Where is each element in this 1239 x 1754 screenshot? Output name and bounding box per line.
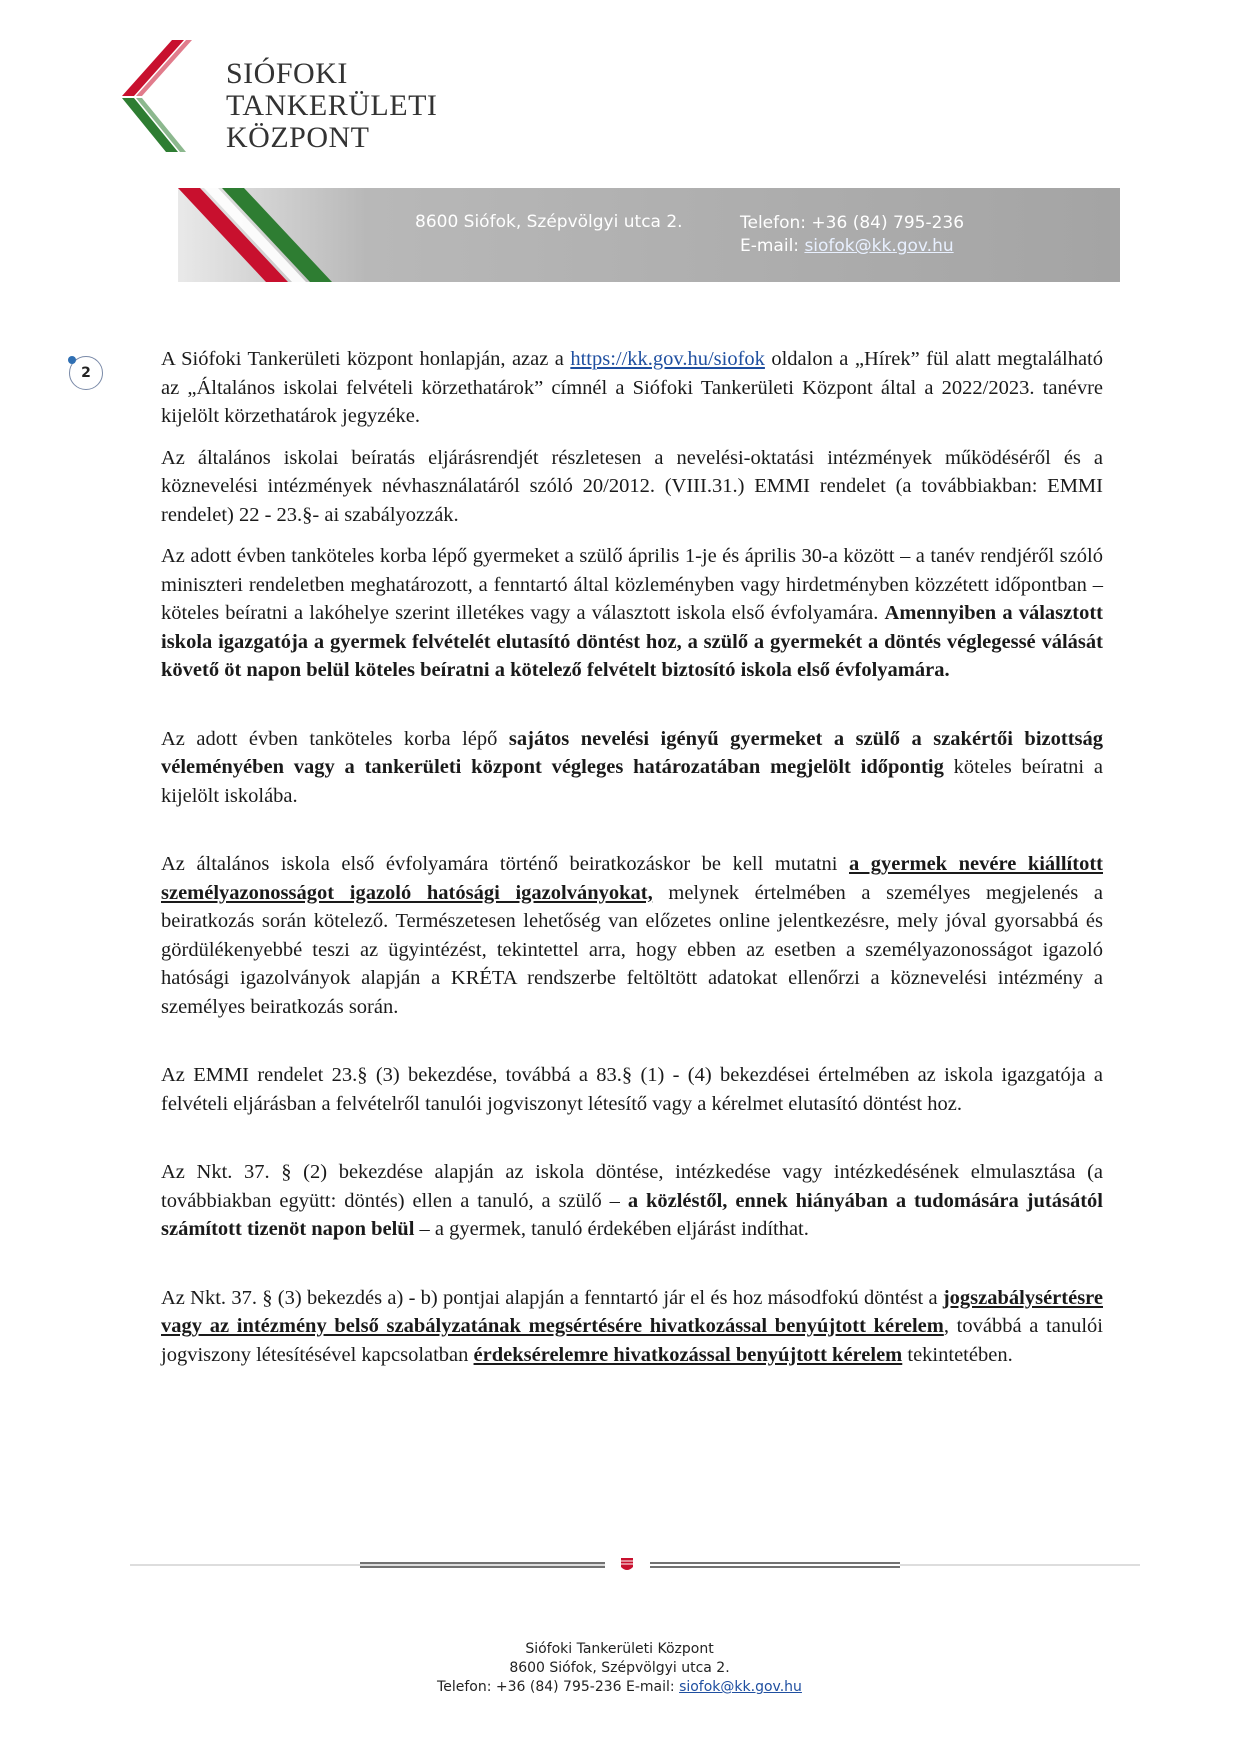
bold-underlined-text: érdeksérelemre hivatkozással benyújtott kérelem bbox=[473, 1343, 903, 1366]
bold-underlined-text: a gyermek nevére kiállított személyazonosságot igazoló hatósági igazolványokat, bbox=[161, 853, 1103, 904]
footer-address: 8600 Siófok, Szépvölgyi utca 2. bbox=[509, 1660, 730, 1676]
text: , továbbá a tanulói jogviszony létesítésével kapcsolatban bbox=[161, 1315, 1103, 1366]
text: köteles beíratni a kijelölt iskolába. bbox=[161, 756, 1104, 807]
text: oldalon a „Hírek” fül alatt megtalálható az „Általános iskolai felvételi körzethatárok” címnél a Siófoki Tankerületi Központ által a 2022/2023. tanévre kijelölt körzethatárok jegyzéke. bbox=[161, 348, 1103, 427]
header-contact bbox=[740, 212, 964, 258]
header-email-line bbox=[740, 235, 964, 258]
text: A Siófoki Tankerületi központ honlapján, azaz a bbox=[161, 348, 571, 370]
text: melynek értelmében a személyes megjelenés a beiratkozás során kötelező. Természetesen lehetőség van előzetes online jelentkezésre, mely jóval gyorsabbá és gördülékenyebbé teszi az ügyintézést, tekintettel arra, hogy ebben az esetben a személyazonosságot igazoló hatósági igazolványok alapján a KRÉTA rendszerbe feltöltött adatokat ellenőrzi a köznevelési intézmény a személyes beiratkozás során. bbox=[161, 881, 1103, 1018]
paragraph-7 bbox=[161, 1158, 1103, 1244]
text: – a gyermek, tanuló érdekében eljárást indíthat. bbox=[414, 1218, 809, 1240]
text: tekintetében. bbox=[902, 1343, 1013, 1366]
paragraph-5 bbox=[161, 850, 1103, 1021]
footer-email-link[interactable]: siofok@kk.gov.hu bbox=[679, 1679, 802, 1695]
website-link[interactable]: https://kk.gov.hu/siofok bbox=[570, 348, 765, 370]
paragraph-4 bbox=[161, 725, 1103, 811]
text: Az Nkt. 37. § (3) bekezdés a) - b) pontjai alapján a fenntartó jár el és hoz másodfokú döntést a bbox=[161, 1286, 943, 1309]
text: Az adott évben tanköteles korba lépő gyermeket a szülő április 1-je és április 30-a között – a tanév rendjéről szóló miniszteri rendeletben meghatározott, a fenntartó által közleményben vagy hirdetményben közzétett időpontban – köteles beíratni a lakóhelye szerint illetékes vagy a választott iskola első évfolyamára. bbox=[161, 545, 1103, 624]
text: Az Nkt. 37. § (2) bekezdése alapján az iskola döntése, intézkedése vagy intézkedésének elmulasztása (a továbbiakban együtt: döntés) ellen a tanuló, a szülő – bbox=[161, 1161, 1103, 1212]
header-address: 8600 Siófok, Szépvölgyi utca 2. bbox=[415, 212, 683, 232]
footer-org: Siófoki Tankerületi Központ bbox=[525, 1641, 714, 1657]
header-email-label: E-mail: bbox=[740, 236, 805, 256]
paragraph-3 bbox=[161, 542, 1103, 685]
paragraph-2: Az általános iskolai beíratás eljárásrendjét részletesen a nevelési-oktatási intézmények működéséről és a köznevelési intézmények névhasználatáról szóló 20/2012. (VIII.31.) EMMI rendelet (a továbbiakban: EMMI rendelet) 22 - 23.§- ai szabályozzák. bbox=[161, 446, 1103, 526]
text: Az általános iskola első évfolyamára történő beiratkozáskor be kell mutatni bbox=[161, 853, 850, 875]
paragraph-1 bbox=[161, 345, 1103, 431]
bold-text: a közléstől, ennek hiányában a tudomására jutásától számított tizenöt napon belül bbox=[161, 1189, 1103, 1240]
footer-phone: Telefon: +36 (84) 795-236 E-mail: bbox=[437, 1679, 680, 1695]
bold-text: sajátos nevelési igényű gyermeket a szülő a szakértői bizottság véleményében vagy a tankerületi központ végleges határozatában megjelölt időpontig bbox=[161, 727, 1103, 778]
page-number: 2 bbox=[69, 356, 103, 390]
header-stripes-icon bbox=[178, 188, 348, 282]
footer-contact bbox=[0, 1678, 1239, 1697]
header-email-link[interactable]: siofok@kk.gov.hu bbox=[804, 236, 954, 256]
logo-chevron-icon bbox=[120, 40, 210, 160]
footer-divider bbox=[130, 1557, 1140, 1573]
logo-line-1: SIÓFOKI bbox=[226, 57, 348, 90]
logo-line-3: KÖZPONT bbox=[226, 121, 370, 154]
bold-underlined-text: jogszabálysértésre vagy az intézmény belső szabályzatának megsértésére hivatkozással benyújtott kérelem bbox=[161, 1286, 1103, 1337]
document-body bbox=[161, 345, 1103, 1369]
header-phone: Telefon: +36 (84) 795-236 bbox=[740, 213, 965, 233]
coat-of-arms-icon bbox=[621, 1558, 633, 1570]
logo-wordmark bbox=[226, 58, 437, 154]
paragraph-8 bbox=[161, 1284, 1103, 1370]
bold-text: Amennyiben a választott iskola igazgatója a gyermek felvételét elutasító döntést hoz, a szülő a gyermekét a döntés véglegessé válását követő öt napon belül köteles beíratni a kötelező felvételt biztosító iskola első évfolyamára. bbox=[161, 602, 1103, 681]
text: Az adott évben tanköteles korba lépő bbox=[161, 727, 509, 750]
logo-line-2: TANKERÜLETI bbox=[226, 89, 438, 122]
footer bbox=[0, 1640, 1239, 1697]
paragraph-6: Az EMMI rendelet 23.§ (3) bekezdése, továbbá a 83.§ (1) - (4) bekezdései értelmében az iskola igazgatója a felvételi eljárásban a felvételről tanulói jogviszonyt létesítő vagy a kérelmet elutasító döntést hoz. bbox=[161, 1064, 1103, 1115]
